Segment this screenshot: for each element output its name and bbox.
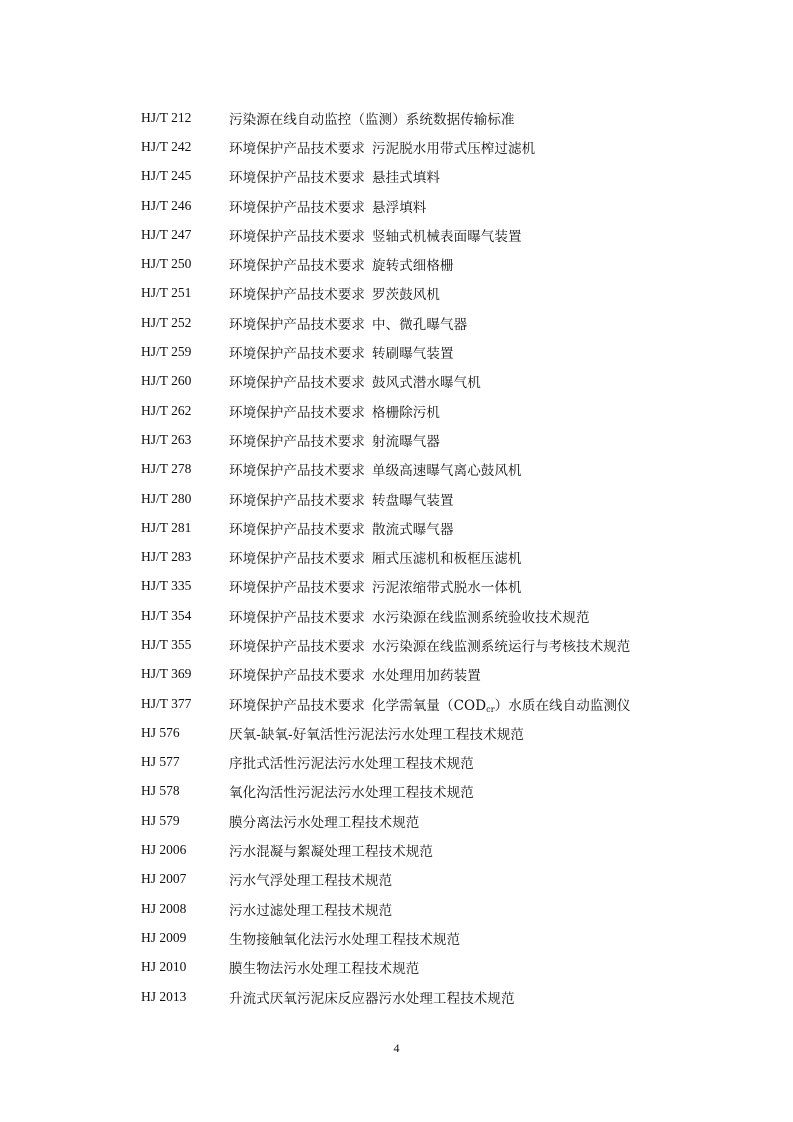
standard-row xyxy=(141,835,761,864)
standard-title xyxy=(229,342,454,362)
standard-code: HJ/T 247 xyxy=(141,226,192,242)
standard-row xyxy=(141,337,761,366)
standard-code: HJ 2007 xyxy=(141,871,187,887)
standard-code: HJ 2010 xyxy=(141,959,187,975)
title-prefix: 环境保护产品技术要求 xyxy=(229,375,365,392)
standard-code: HJ/T 263 xyxy=(141,431,192,447)
standard-row xyxy=(141,249,761,278)
standard-title xyxy=(229,694,631,714)
standard-title xyxy=(229,401,440,421)
product-name: 中、微孔曝气器 xyxy=(372,316,468,333)
standard-code: HJ/T 262 xyxy=(141,402,192,418)
standard-row xyxy=(141,279,761,308)
standard-row xyxy=(141,718,761,747)
product-name: 罗茨鼓风机 xyxy=(372,287,440,304)
title-prefix: 环境保护产品技术要求 xyxy=(229,521,365,538)
product-name: 悬浮填料 xyxy=(372,199,427,216)
standard-title xyxy=(229,489,454,509)
standard-row xyxy=(141,777,761,806)
standard-row xyxy=(141,220,761,249)
standard-code: HJ/T 355 xyxy=(141,636,192,652)
standard-row xyxy=(141,191,761,220)
standard-code: HJ/T 245 xyxy=(141,168,192,184)
title-prefix: 环境保护产品技术要求 xyxy=(229,580,365,597)
standard-title: 污染源在线自动监控（监测）系统数据传输标准 xyxy=(229,111,515,128)
standard-code: HJ/T 278 xyxy=(141,461,192,477)
standard-row xyxy=(141,953,761,982)
title-prefix: 环境保护产品技术要求 xyxy=(229,551,365,568)
standard-title: 污水混凝与絮凝处理工程技术规范 xyxy=(229,844,433,861)
standard-row xyxy=(141,630,761,659)
product-name: 污泥浓缩带式脱水一体机 xyxy=(372,580,522,597)
standard-row xyxy=(141,484,761,513)
standard-title: 膜生物法污水处理工程技术规范 xyxy=(229,961,420,978)
standard-code: HJ/T 250 xyxy=(141,256,192,272)
standard-code: HJ 2008 xyxy=(141,900,187,916)
standard-title: 生物接触氧化法污水处理工程技术规范 xyxy=(229,931,461,948)
title-prefix: 环境保护产品技术要求 xyxy=(229,433,365,450)
product-name: 水污染源在线监测系统验收技术规范 xyxy=(372,609,590,626)
standard-code: HJ/T 377 xyxy=(141,695,192,711)
standard-title: 膜分离法污水处理工程技术规范 xyxy=(229,814,420,831)
title-prefix: 环境保护产品技术要求 xyxy=(229,170,365,187)
standard-code: HJ/T 259 xyxy=(141,344,192,360)
title-prefix: 环境保护产品技术要求 xyxy=(229,316,365,333)
standard-title xyxy=(229,518,454,538)
product-name: 悬挂式填料 xyxy=(372,170,440,187)
standard-row xyxy=(141,806,761,835)
standard-row xyxy=(141,396,761,425)
title-prefix: 环境保护产品技术要求 xyxy=(229,492,365,509)
standard-row xyxy=(141,660,761,689)
standard-title xyxy=(229,635,630,655)
standard-title: 污水气浮处理工程技术规范 xyxy=(229,873,393,890)
standard-code: HJ 576 xyxy=(141,724,180,740)
standard-row xyxy=(141,455,761,484)
product-name: 格栅除污机 xyxy=(372,404,440,421)
product-name: 水污染源在线监测系统运行与考核技术规范 xyxy=(372,638,631,655)
standard-title: 氧化沟活性污泥法污水处理工程技术规范 xyxy=(229,785,474,802)
product-name: 转刷曝气装置 xyxy=(372,346,454,363)
standard-title xyxy=(229,166,440,186)
standard-code: HJ/T 251 xyxy=(141,285,192,301)
subscript: cr xyxy=(486,704,495,714)
standard-row xyxy=(141,865,761,894)
title-prefix: 环境保护产品技术要求 xyxy=(229,199,365,216)
standard-title xyxy=(229,225,522,245)
standard-title xyxy=(229,313,467,333)
standard-row xyxy=(141,923,761,952)
standard-code: HJ 577 xyxy=(141,754,180,770)
standard-row xyxy=(141,542,761,571)
title-prefix: 环境保护产品技术要求 xyxy=(229,287,365,304)
standard-row xyxy=(141,132,761,161)
standard-code: HJ/T 280 xyxy=(141,490,192,506)
standard-code: HJ/T 252 xyxy=(141,314,192,330)
standard-title xyxy=(229,664,481,684)
standard-row xyxy=(141,103,761,132)
standard-row xyxy=(141,982,761,1011)
title-prefix: 环境保护产品技术要求 xyxy=(229,697,365,714)
standard-code: HJ/T 246 xyxy=(141,197,192,213)
product-name: 单级高速曝气离心鼓风机 xyxy=(372,463,522,480)
standard-row xyxy=(141,162,761,191)
standard-title xyxy=(229,606,590,626)
standard-title: 污水过滤处理工程技术规范 xyxy=(229,902,393,919)
standard-row xyxy=(141,367,761,396)
product-name-part: 化学需氧量（COD xyxy=(372,697,487,714)
standard-row xyxy=(141,689,761,718)
standard-title: 升流式厌氧污泥床反应器污水处理工程技术规范 xyxy=(229,990,515,1007)
standard-row xyxy=(141,572,761,601)
title-prefix: 环境保护产品技术要求 xyxy=(229,228,365,245)
standard-title xyxy=(229,371,481,391)
title-prefix: 环境保护产品技术要求 xyxy=(229,638,365,655)
product-name: 鼓风式潜水曝气机 xyxy=(372,375,481,392)
standard-code: HJ/T 283 xyxy=(141,549,192,565)
standard-code: HJ 2009 xyxy=(141,929,187,945)
title-prefix: 环境保护产品技术要求 xyxy=(229,346,365,363)
title-prefix: 环境保护产品技术要求 xyxy=(229,258,365,275)
standard-code: HJ/T 260 xyxy=(141,373,192,389)
standard-title xyxy=(229,430,440,450)
product-name: 竖轴式机械表面曝气装置 xyxy=(372,228,522,245)
standard-row xyxy=(141,513,761,542)
standard-title xyxy=(229,137,535,157)
product-name: 厢式压滤机和板框压滤机 xyxy=(372,551,522,568)
standard-code: HJ/T 242 xyxy=(141,138,192,154)
standard-row xyxy=(141,894,761,923)
product-name: 转盘曝气装置 xyxy=(372,492,454,509)
standard-code: HJ/T 369 xyxy=(141,666,192,682)
product-name: 旋转式细格栅 xyxy=(372,258,454,275)
standard-title xyxy=(229,254,454,274)
product-name: 散流式曝气器 xyxy=(372,521,454,538)
page-number: 4 xyxy=(393,1041,400,1055)
standard-title xyxy=(229,196,426,216)
standard-code: HJ/T 212 xyxy=(141,109,192,125)
standard-title xyxy=(229,576,522,596)
standard-title: 厌氧-缺氧-好氧活性污泥法污水处理工程技术规范 xyxy=(229,726,524,743)
standard-title: 序批式活性污泥法污水处理工程技术规范 xyxy=(229,756,474,773)
standard-row xyxy=(141,308,761,337)
title-prefix: 环境保护产品技术要求 xyxy=(229,404,365,421)
standard-title xyxy=(229,283,440,303)
standard-code: HJ 578 xyxy=(141,783,180,799)
title-prefix: 环境保护产品技术要求 xyxy=(229,140,365,157)
standard-code: HJ/T 354 xyxy=(141,607,192,623)
standard-row xyxy=(141,601,761,630)
standards-list xyxy=(141,103,761,1011)
product-name-part: ）水质在线自动监测仪 xyxy=(494,697,631,714)
standard-code: HJ 2006 xyxy=(141,842,187,858)
standard-code: HJ/T 335 xyxy=(141,578,192,594)
product-name: 射流曝气器 xyxy=(372,433,440,450)
standard-code: HJ 2013 xyxy=(141,988,187,1004)
standard-title xyxy=(229,547,522,567)
product-name: 水处理用加药装置 xyxy=(372,668,481,685)
standard-row xyxy=(141,748,761,777)
standard-code: HJ/T 281 xyxy=(141,519,192,535)
standard-title xyxy=(229,459,522,479)
title-prefix: 环境保护产品技术要求 xyxy=(229,609,365,626)
title-prefix: 环境保护产品技术要求 xyxy=(229,668,365,685)
title-prefix: 环境保护产品技术要求 xyxy=(229,463,365,480)
standard-row xyxy=(141,425,761,454)
standard-code: HJ 579 xyxy=(141,812,180,828)
product-name: 污泥脱水用带式压榨过滤机 xyxy=(372,140,536,157)
